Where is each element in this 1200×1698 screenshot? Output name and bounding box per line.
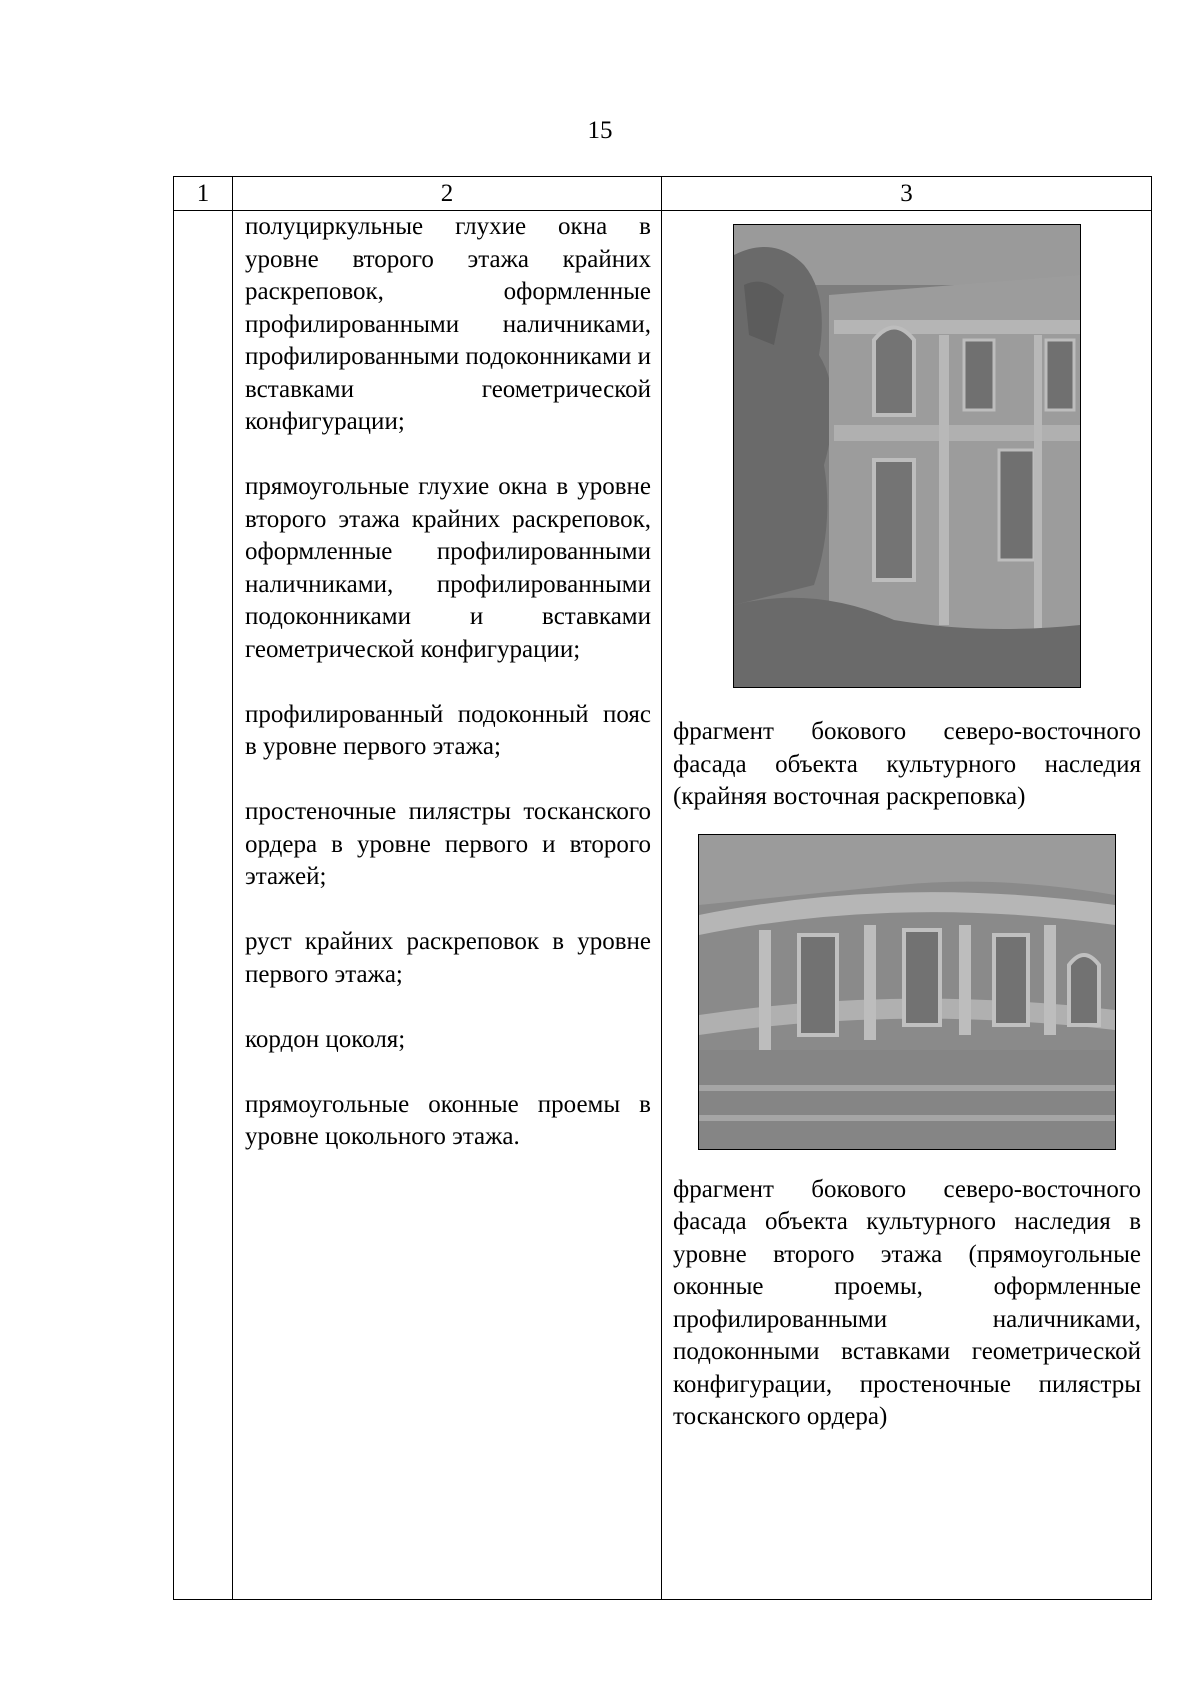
header-cell-3: 3 (662, 177, 1152, 211)
element-paragraph: простеночные пилястры тосканского ордера в уровне первого и второго этажей; (245, 798, 651, 890)
cell-photos (662, 211, 1152, 1600)
facade-photo-2 (698, 834, 1116, 1150)
photo-2-caption: фрагмент бокового северо-восточного фасада объекта культурного наследия в уровне второго этажа (прямоугольные оконные проемы, оформленные профилированными наличниками, подоконными вставками геометрической конфигурации, простеночные пилястры тосканского ордера) (673, 1175, 1141, 1430)
element-paragraph: профилированный подоконный пояс в уровне первого этажа; (245, 700, 651, 760)
header-cell-2: 2 (233, 177, 662, 211)
facade-photo-1 (733, 224, 1081, 688)
element-paragraph: руст крайних раскреповок в уровне первого этажа; (245, 928, 651, 988)
page-number: 15 (587, 117, 613, 144)
photo-2-wrapper (673, 834, 1141, 1150)
element-paragraph: прямоугольные глухие окна в уровне второго этажа крайних раскреповок, оформленные профилированными наличниками, профилированными подоконниками и вставками геометрической конфигурации; (245, 473, 651, 663)
header-cell-1: 1 (174, 177, 233, 211)
table-header-row (174, 177, 1152, 211)
element-paragraph: прямоугольные оконные проемы в уровне цокольного этажа. (245, 1090, 651, 1150)
elements-list (245, 211, 651, 1154)
element-paragraph: кордон цоколя; (245, 1025, 406, 1053)
cell-elements (233, 211, 662, 1600)
photo-1-wrapper (673, 224, 1141, 688)
table-body-row (174, 211, 1152, 1600)
cell-number (174, 211, 233, 1600)
heritage-table (173, 176, 1152, 1600)
photo-1-caption: фрагмент бокового северо-восточного фасада объекта культурного наследия (крайняя восточная раскреповка) (673, 718, 1141, 810)
element-paragraph: полуциркульные глухие окна в уровне второго этажа крайних раскреповок, оформленные профилированными наличниками, профилированными подоконниками и вставками геометрической конфигурации; (245, 213, 651, 435)
